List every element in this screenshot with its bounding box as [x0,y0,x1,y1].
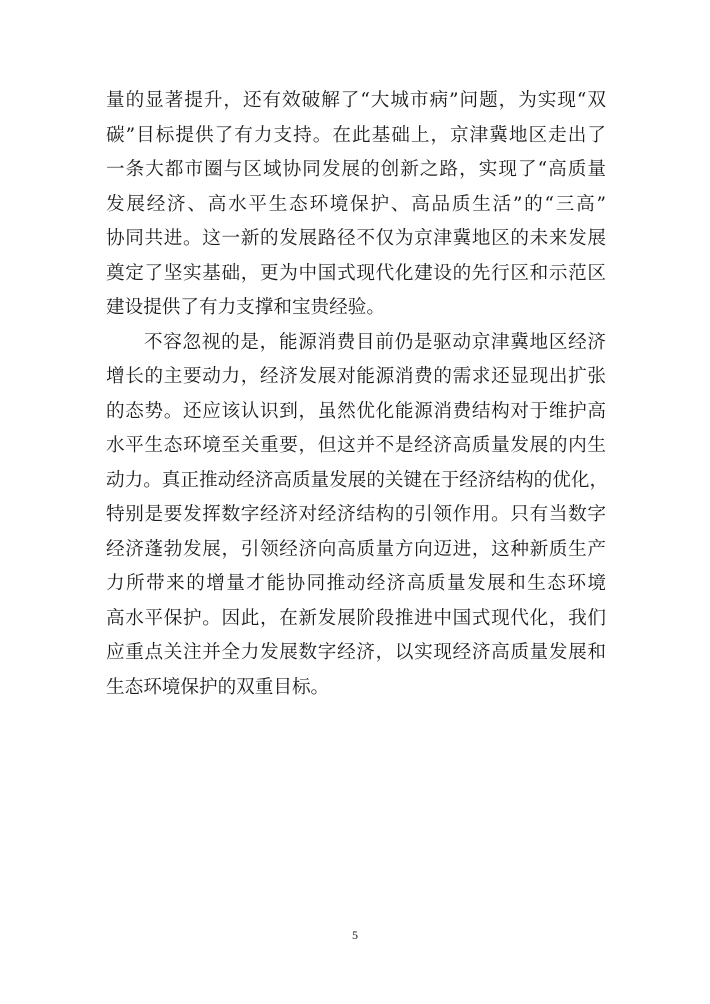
text-line: 高水平保护。因此，在新发展阶段推进中国式现代化，我们 [106,607,606,629]
text-line: 生态环境保护的双重目标。 [106,676,330,698]
text-line: 应重点关注并全力发展数字经济，以实现经济高质量发展和 [106,642,606,663]
text-line: 增长的主要动力，经济发展对能源消费的需求还显现出扩张 [106,366,606,387]
text-line: 特别是要发挥数字经济对经济结构的引领作用。只有当数字 [106,504,606,525]
page-number: 5 [352,928,358,942]
text-line: 一条大都市圈与区域协同发展的创新之路，实现了“高质量 [106,159,606,180]
text-line: 奠定了坚实基础，更为中国式现代化建设的先行区和示范区 [106,262,606,284]
text-line: 动力。真正推动经济高质量发展的关键在于经济结构的优化， [106,469,609,491]
text-line: 经济蓬勃发展，引领经济向高质量方向迈进，这种新质生产 [106,538,606,560]
text-line: 碳”目标提供了有力支持。在此基础上，京津冀地区走出了 [106,124,606,146]
text-line: 协同共进。这一新的发展路径不仅为京津冀地区的未来发展 [106,228,606,249]
text-line: 不容忽视的是，能源消费目前仍是驱动京津冀地区经济 [144,331,606,353]
text-line: 的态势。还应该认识到，虽然优化能源消费结构对于维护高 [106,400,606,422]
paragraph-1 [106,84,606,326]
text-line: 发展经济、高水平生态环境保护、高品质生活”的“三高” [106,193,606,215]
text-line: 量的显著提升，还有效破解了“大城市病”问题，为实现“双 [106,90,606,111]
text-line: 建设提供了有力支撑和宝贵经验。 [106,297,385,318]
body-text [106,84,609,705]
text-line: 力所带来的增量才能协同推动经济高质量发展和生态环境 [106,573,606,594]
text-line: 水平生态环境至关重要，但这并不是经济高质量发展的内生 [106,435,606,456]
paragraph-2 [106,326,609,706]
